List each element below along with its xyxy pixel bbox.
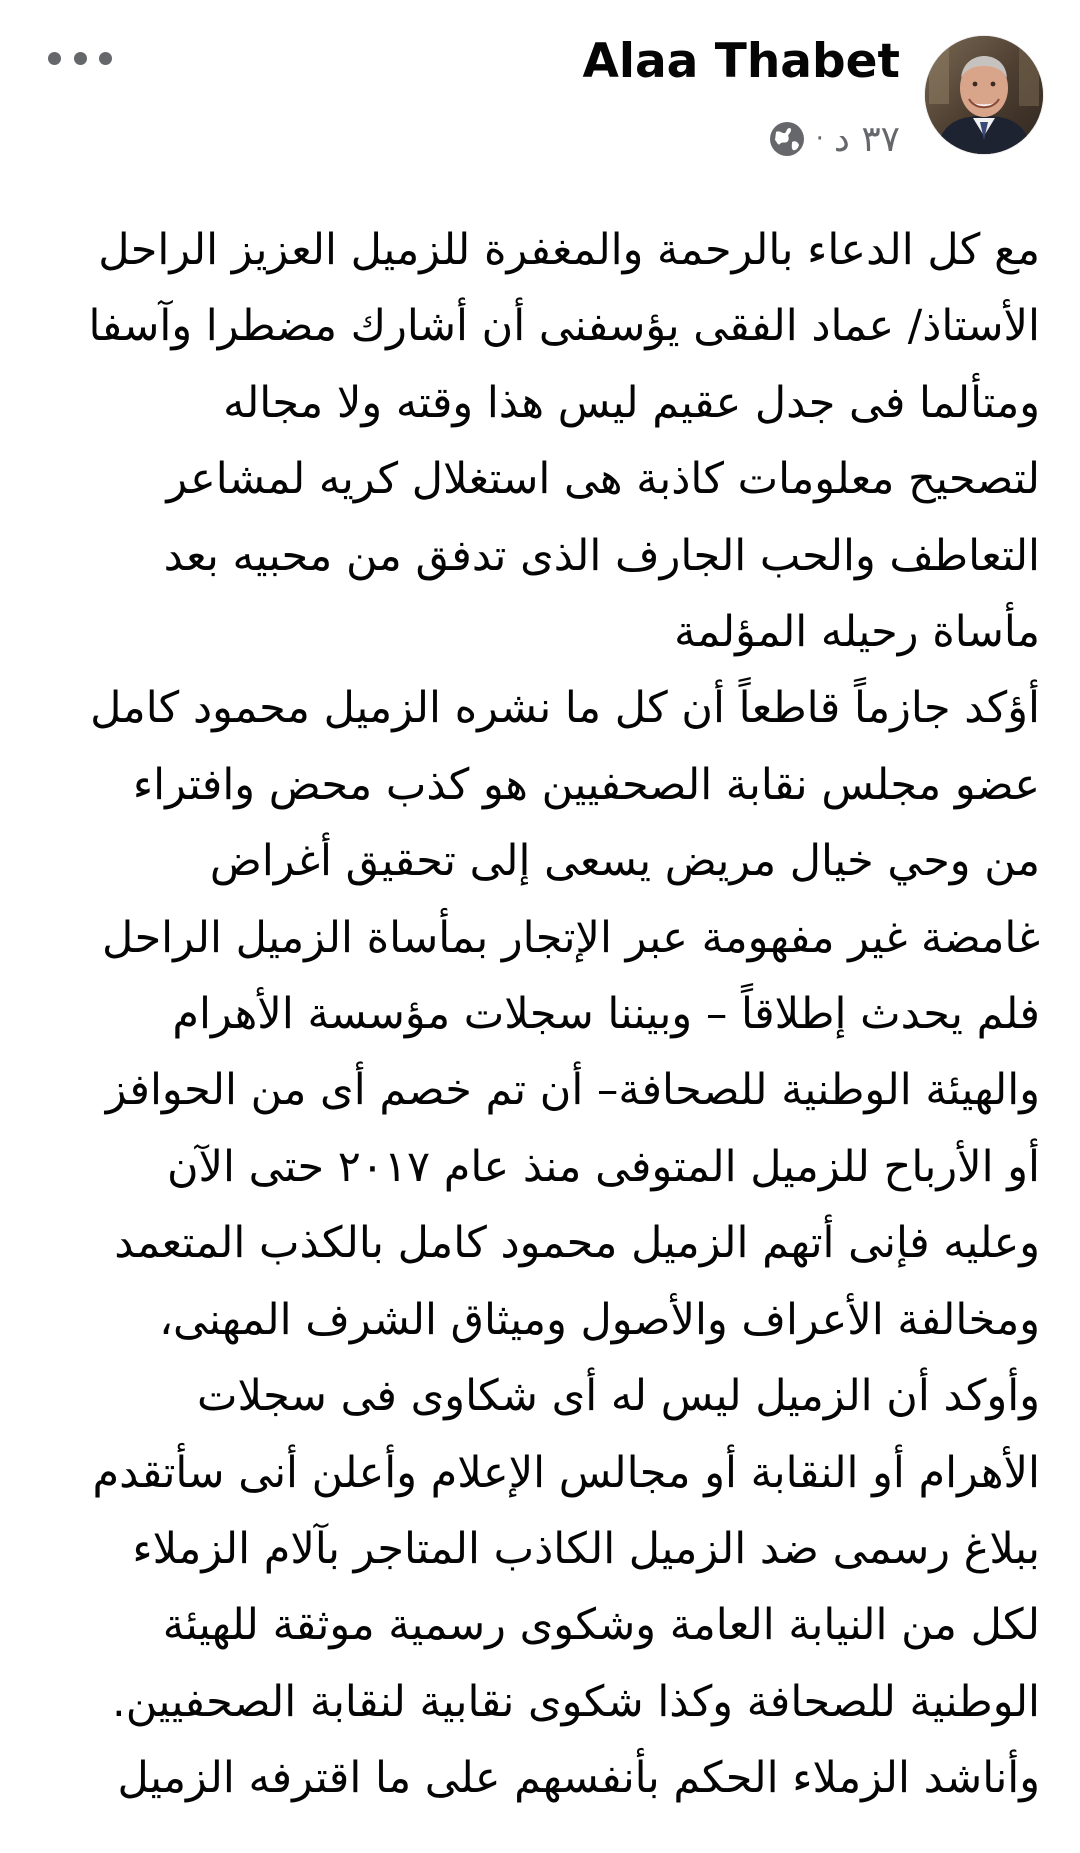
post-text-line: وعليه فإنى أتهم الزميل محمود كامل بالكذب المتعمد — [114, 1218, 1040, 1269]
post-text-line: والهيئة الوطنية للصحافة– أن تم خصم أى من الحوافز — [105, 1065, 1040, 1116]
post-text-line: لكل من النيابة العامة وشكوى رسمية موثقة للهيئة — [162, 1600, 1040, 1651]
post-text-line: ومتألما فى جدل عقيم ليس هذا وقته ولا مجاله — [223, 377, 1040, 428]
post-text-line: فلم يحدث إطلاقاً – وبيننا سجلات مؤسسة الأهرام — [172, 989, 1040, 1040]
post-text-line: غامضة غير مفهومة عبر الإتجار بمأساة الزميل الراحل — [102, 912, 1040, 963]
post-text-line: أؤكد جازماً قاطعاً أن كل ما نشره الزميل محمود كامل — [90, 683, 1040, 734]
post-text — [30, 212, 1040, 1817]
post-header — [0, 0, 1080, 170]
more-horizontal-icon-dot — [74, 52, 87, 65]
post-text-line: مع كل الدعاء بالرحمة والمغفرة للزميل العزيز الراحل — [98, 225, 1040, 275]
post-text-line: وأوكد أن الزميل ليس له أى شكاوى فى سجلات — [196, 1371, 1040, 1422]
post-text-line: وأناشد الزملاء الحكم بأنفسهم على ما اقترفه الزميل — [117, 1753, 1040, 1804]
post-text-line: الأستاذ/ عماد الفقى يؤسفنى أن أشارك مضطرا وآسفا — [88, 301, 1040, 352]
post-timestamp[interactable]: ٣٧ د — [833, 118, 900, 160]
more-horizontal-icon — [48, 52, 61, 65]
avatar[interactable] — [925, 36, 1043, 154]
meta-separator: · — [815, 124, 824, 154]
post-text-line: عضو مجلس نقابة الصحفيين هو كذب محض وافتراء — [132, 759, 1040, 810]
globe-icon[interactable] — [768, 120, 806, 158]
post-text-line: من وحي خيال مريض يسعى إلى تحقيق أغراض — [209, 836, 1040, 887]
post-text-line: لتصحيح معلومات كاذبة هى استغلال كريه لمشاعر — [166, 454, 1040, 505]
post-text-line: التعاطف والحب الجارف الذى تدفق من محبيه بعد — [163, 530, 1040, 581]
post-meta — [768, 116, 900, 162]
post-text-line: مأساة رحيله المؤلمة — [674, 607, 1040, 658]
post-text-line: ومخالفة الأعراف والأصول وميثاق الشرف المهنى، — [159, 1294, 1040, 1345]
post-text-line: الأهرام أو النقابة أو مجالس الإعلام وأعلن أنى سأتقدم — [92, 1447, 1040, 1498]
post-text-line: أو الأرباح للزميل المتوفى منذ عام ٢٠١٧ حتى الآن — [166, 1141, 1040, 1192]
post-text-line: الوطنية للصحافة وكذا شكوى نقابية لنقابة الصحفيين. — [112, 1676, 1040, 1727]
author-name[interactable]: Alaa Thabet — [582, 34, 900, 89]
more-horizontal-icon-dot — [99, 52, 112, 65]
more-options-button[interactable] — [48, 38, 112, 78]
avatar-image — [925, 36, 1043, 154]
post-text-line: ببلاغ رسمى ضد الزميل الكاذب المتاجر بآلام الزملاء — [132, 1523, 1040, 1574]
